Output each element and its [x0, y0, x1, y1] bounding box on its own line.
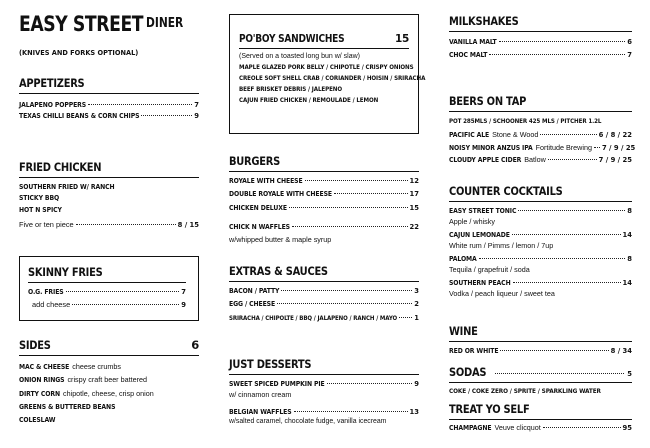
menu-item: [449, 424, 632, 432]
menu-item: [449, 348, 632, 355]
item-desc: Tequila / grapefruit / soda: [449, 265, 530, 275]
menu-item: [28, 289, 186, 296]
menu-item: [19, 221, 199, 229]
leader-dots: [512, 234, 621, 235]
item-price: 8: [627, 254, 632, 263]
item-name: add cheese: [32, 300, 71, 310]
item-name: SOUTHERN PEACH: [449, 278, 511, 287]
menu-item: [239, 98, 409, 104]
item-name: STICKY BBQ: [19, 194, 60, 203]
leader-dots: [500, 350, 608, 351]
poboy-title: PO'BOY SANDWICHES: [239, 33, 345, 45]
item-name: MAC & CHEESE: [19, 362, 70, 371]
item-name: ONION RINGS: [19, 376, 65, 385]
item-desc: Batlow: [524, 155, 546, 165]
item-desc: chipotle, cheese, crisp onion: [63, 389, 154, 399]
sides-section: [19, 340, 199, 423]
item-name: PACIFIC ALE: [449, 130, 490, 139]
item-desc: Stone & Wood: [492, 129, 539, 139]
item-name: VANILLA MALT: [449, 37, 497, 46]
menu-item: [449, 232, 632, 239]
leader-dots: [543, 427, 621, 428]
milkshakes-title: MILKSHAKES: [449, 14, 519, 28]
leader-dots: [479, 258, 626, 259]
appetizers-rule: [19, 93, 199, 94]
item-price: 7: [627, 51, 632, 60]
item-name: TEXAS CHILLI BEANS & CORN CHIPS: [19, 112, 140, 121]
extras-section: [229, 266, 419, 322]
item-name: GREENS & BUTTERED BEANS: [19, 402, 116, 411]
item-desc: cheese crumbs: [72, 361, 121, 371]
leader-dots: [305, 180, 408, 181]
item-price: 9: [194, 112, 199, 121]
poboy-box: [229, 14, 426, 134]
item-name: EGG / CHEESE: [229, 300, 276, 309]
item-price: 17: [409, 190, 419, 199]
leader-dots: [294, 411, 408, 412]
item-price: 6: [627, 37, 632, 46]
fried-chicken-section: [19, 162, 199, 229]
soda-list: [449, 388, 632, 394]
menu-item: [19, 417, 199, 424]
menu-item: [19, 390, 199, 398]
sodas-title: SODAS: [449, 365, 487, 379]
appetizers-title: APPETIZERS: [19, 76, 85, 90]
leader-dots: [88, 104, 192, 105]
item-name: CHICKEN DELUXE: [229, 204, 287, 213]
item-name: CHICK N WAFFLES: [229, 222, 290, 231]
tagline: (KNIVES AND FORKS OPTIONAL): [19, 49, 139, 57]
beer-sizes: [449, 119, 632, 125]
leader-dots: [489, 54, 625, 55]
fried-chicken-title: FRIED CHICKEN: [19, 160, 102, 174]
item-name: BELGIAN WAFFLES: [229, 407, 292, 416]
item-price: 1: [414, 314, 419, 323]
cocktails-title: COUNTER COCKTAILS: [449, 184, 563, 198]
menu-item: [449, 156, 632, 164]
treat-rule: [449, 419, 632, 420]
logo-title: EASY STREET: [19, 12, 144, 36]
item-price: 8: [627, 206, 632, 215]
item-desc: w/ cinnamon cream: [229, 390, 292, 400]
milkshakes-section: [449, 16, 632, 59]
item-price: 8 / 34: [610, 346, 632, 355]
menu-item: [229, 205, 419, 212]
menu-item: [229, 409, 419, 416]
menu-item: [229, 191, 419, 198]
sides-rule: [19, 355, 199, 356]
item-price: 12: [409, 176, 419, 185]
item-name: CHOC MALT: [449, 51, 488, 60]
item-name: HOT N SPICY: [19, 206, 62, 215]
item-name: SWEET SPICED PUMPKIN PIE: [229, 379, 325, 388]
leader-dots: [594, 147, 600, 148]
item-name: O.G. FRIES: [28, 287, 64, 296]
burgers-section: [229, 156, 419, 243]
leader-dots: [277, 303, 412, 304]
menu-item: [19, 363, 199, 371]
item-name: RED OR WHITE: [449, 346, 499, 355]
item-price: 9: [414, 379, 419, 388]
appetizers-section: [19, 78, 199, 120]
item-name: CLOUDY APPLE CIDER: [449, 156, 522, 165]
leader-dots: [76, 224, 176, 225]
menu-item: [19, 195, 199, 202]
item-desc: Veuve clicquot: [494, 422, 541, 432]
menu-item: [19, 102, 199, 109]
poboy-price: 15: [394, 33, 409, 45]
leader-dots: [292, 226, 408, 227]
sides-title: SIDES: [19, 338, 51, 352]
item-price: 95: [622, 423, 632, 432]
item-desc: w/salted caramel, chocolate fudge, vanilla icecream: [229, 418, 387, 426]
item-price: 7: [194, 100, 199, 109]
menu-item: [239, 63, 414, 71]
cocktails-section: [449, 186, 632, 298]
item-name: CREOLE SOFT SHELL CRAB / CORIANDER / HOISIN / SRIRACHA: [239, 74, 426, 82]
poboy-rule: [239, 48, 409, 49]
item-desc: White rum / Pimms / lemon / 7up: [449, 241, 554, 251]
menu-item: [229, 381, 419, 388]
beers-section: [449, 94, 636, 165]
extras-rule: [229, 281, 419, 282]
burgers-rule: [229, 171, 419, 172]
menu-item: [229, 315, 419, 322]
menu-item: [229, 178, 419, 185]
leader-dots: [513, 282, 621, 283]
beers-title: BEERS ON TAP: [449, 94, 527, 108]
cocktails-rule: [449, 201, 632, 202]
sodas-rule: [449, 382, 632, 383]
menu-item: [19, 184, 199, 191]
item-name: DOUBLE ROYALE WITH CHEESE: [229, 190, 332, 199]
menu-item: [239, 87, 409, 93]
desserts-section: [229, 359, 419, 426]
menu-item: [229, 288, 419, 295]
item-name: MAPLE GLAZED PORK BELLY / CHIPOTLE / CRISPY ONIONS: [239, 63, 414, 71]
item-desc: crispy craft beer battered: [67, 375, 147, 385]
menu-item: [449, 256, 632, 263]
item-price: 7: [181, 287, 186, 296]
sodas-section: [449, 367, 632, 394]
menu-item: [229, 301, 419, 308]
diner-logo: [19, 12, 184, 36]
milkshakes-rule: [449, 31, 632, 32]
menu-item: [449, 52, 632, 59]
wine-title: WINE: [449, 324, 478, 338]
item-price: 14: [622, 278, 632, 287]
poboy-note: (Served on a toasted long bun w/ slaw): [239, 52, 361, 60]
fried-chicken-rule: [19, 177, 199, 178]
item-desc: Vodka / peach liqueur / sweet tea: [449, 289, 555, 299]
leader-dots: [289, 207, 408, 208]
item-price: 22: [409, 222, 419, 231]
menu-item: [19, 207, 199, 214]
item-price: 14: [622, 230, 632, 239]
leader-dots: [540, 134, 596, 135]
item-price: 15: [409, 204, 419, 213]
menu-item: [239, 74, 426, 82]
menu-item: [449, 280, 632, 287]
wine-rule: [449, 341, 632, 342]
item-name: CAJUN LEMONADE: [449, 230, 510, 239]
item-name: BEEF BRISKET DEBRIS / JALEPENO: [239, 85, 342, 93]
item-name: COLESLAW: [19, 415, 56, 424]
menu-item: [449, 208, 632, 215]
item-name: SRIRACHA / CHIPOLTE / BBQ / JALAPENO / RANCH / MAYO: [229, 315, 398, 323]
desserts-title: JUST DESSERTS: [229, 357, 312, 371]
beers-rule: [449, 111, 632, 112]
leader-dots: [281, 290, 412, 291]
item-name: JALAPENO POPPERS: [19, 100, 87, 109]
item-price: 3: [414, 286, 419, 295]
leader-dots: [327, 383, 413, 384]
item-desc: w/whipped butter & maple syrup: [229, 234, 332, 244]
leader-dots: [72, 304, 179, 305]
menu-item: [19, 376, 199, 384]
item-name: EASY STREET TONIC: [449, 206, 517, 215]
item-price: 8 / 15: [177, 220, 199, 229]
item-price: 7 / 9 / 25: [598, 156, 632, 165]
skinny-fries-rule: [28, 282, 186, 283]
menu-item: [449, 131, 632, 139]
item-name: ROYALE WITH CHEESE: [229, 176, 303, 185]
leader-dots: [499, 41, 626, 42]
item-name: DIRTY CORN: [19, 390, 60, 399]
item-price: 7 / 9 / 25: [601, 143, 636, 152]
item-name: SOUTHERN FRIED W/ RANCH: [19, 182, 115, 191]
item-name: BACON / PATTY: [229, 286, 280, 295]
desserts-rule: [229, 374, 419, 375]
item-name: PALOMA: [449, 254, 477, 263]
logo-subtitle: DINER: [146, 16, 184, 31]
leader-dots: [141, 115, 192, 116]
extras-title: EXTRAS & SAUCES: [229, 264, 328, 278]
menu-item: [28, 301, 186, 309]
menu-item: [449, 39, 632, 46]
sodas-price: 5: [627, 370, 632, 378]
item-name: Five or ten piece: [19, 219, 74, 229]
item-name: CHAMPAGNE: [449, 423, 492, 432]
treat-title: TREAT YO SELF: [449, 402, 530, 416]
item-price: 2: [414, 300, 419, 309]
item-desc: Fortitude Brewing: [535, 142, 592, 152]
burgers-title: BURGERS: [229, 154, 280, 168]
leader-dots: [399, 317, 412, 318]
menu-item: [19, 404, 199, 411]
menu-item: [229, 224, 419, 231]
treat-section: [449, 404, 632, 431]
sides-price: 6: [191, 338, 199, 352]
wine-section: [449, 326, 632, 354]
leader-dots: [66, 291, 180, 292]
item-price: 13: [409, 407, 419, 416]
leader-dots: [334, 193, 408, 194]
item-price: 9: [181, 301, 186, 310]
leader-dots: [518, 210, 625, 211]
leader-dots: [495, 373, 624, 374]
skinny-fries-title: SKINNY FRIES: [28, 265, 103, 279]
soda-list-text: COKE / COKE ZERO / SPRITE / SPARKLING WATER: [449, 386, 601, 395]
item-desc: Apple / whisky: [449, 217, 495, 227]
menu-item: [19, 113, 199, 120]
skinny-fries-box: [19, 256, 199, 321]
menu-item: [449, 142, 636, 152]
item-name: CAJUN FRIED CHICKEN / REMOULADE / LEMON: [239, 97, 379, 105]
item-name: NOISY MINOR ANZUS IPA: [449, 143, 533, 152]
sizes-text: POT 285MLS / SCHOONER 425 MLS / PITCHER 1.2L: [449, 117, 602, 125]
item-price: 6 / 8 / 22: [598, 130, 632, 139]
leader-dots: [548, 159, 597, 160]
